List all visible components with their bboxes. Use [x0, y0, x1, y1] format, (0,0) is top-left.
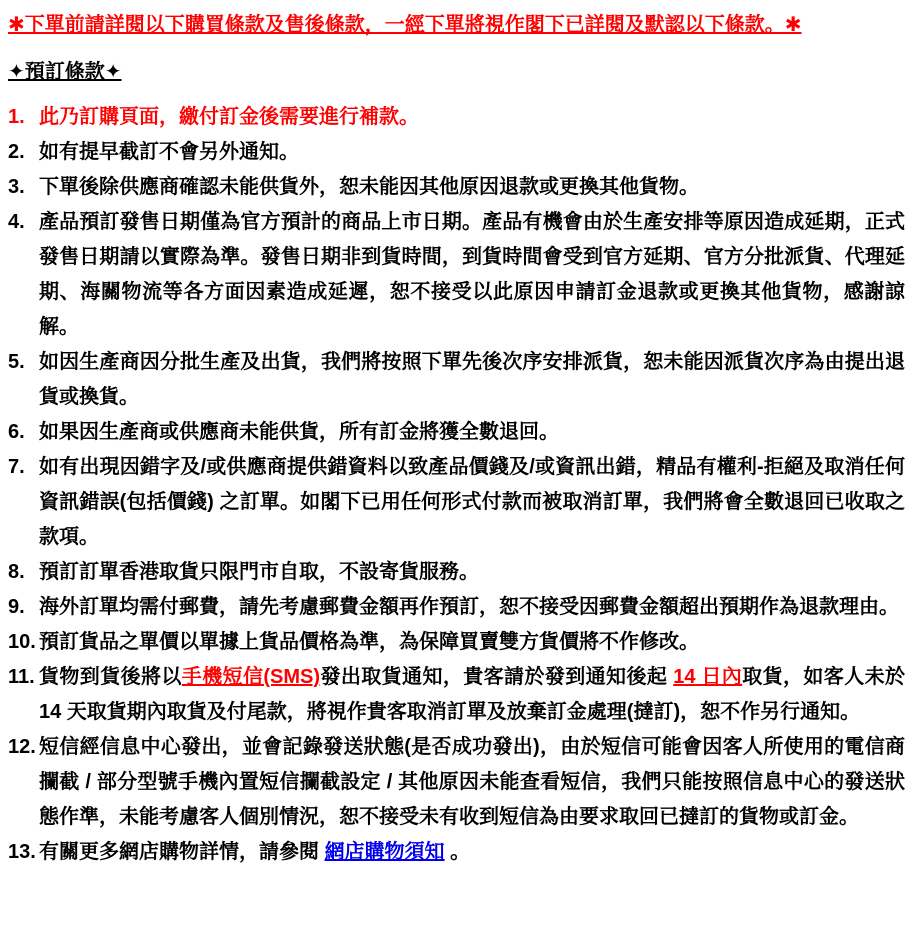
term-number: 9.	[8, 596, 25, 618]
term-number: 10.	[8, 631, 36, 653]
term-text-segment: 發出取貨通知，貴客請於發到通知後起	[320, 666, 674, 688]
term-number: 6.	[8, 421, 25, 443]
term-number: 5.	[8, 351, 25, 373]
term-number: 2.	[8, 141, 25, 163]
term-text: 下單後除供應商確認未能供貨外，恕未能因其他原因退款或更換其他貨物。	[39, 176, 699, 198]
term-text-segment: 取貨，如客人未於 14 天取貨期內取貨及付尾款，將視作貴客取消訂單及放棄訂金處理(撻訂)，恕不作另行通知。	[39, 666, 905, 723]
sms-notice-highlight: 手機短信(SMS)	[181, 666, 321, 688]
term-item-3	[8, 170, 905, 205]
term-number: 11.	[8, 666, 35, 688]
term-number: 7.	[8, 456, 25, 478]
term-text-segment: 貨物到貨後將以	[39, 666, 182, 688]
term-number: 13.	[8, 841, 36, 863]
pickup-deadline-highlight: 14 日內	[673, 666, 743, 688]
term-text: 如有出現因錯字及/或供應商提供錯資料以致產品價錢及/或資訊出錯，精品有權利-拒絕及取消任何資訊錯誤(包括價錢) 之訂單。如閣下已用任何形式付款而被取消訂單，我們將會全數退回已收取之款項。	[39, 456, 905, 548]
term-item-11	[8, 660, 905, 730]
term-text: 如果因生產商或供應商未能供貨，所有訂金將獲全數退回。	[39, 421, 559, 443]
shop-guide-link[interactable]: 網店購物須知	[324, 841, 445, 863]
term-number: 12.	[8, 736, 36, 758]
term-item-5	[8, 345, 905, 415]
term-item-10	[8, 625, 905, 660]
term-number: 3.	[8, 176, 25, 198]
section-title-preorder-terms: ✦預訂條款✦	[8, 61, 122, 83]
term-text-segment: 。	[444, 841, 471, 863]
term-text: 短信經信息中心發出，並會記錄發送狀態(是否成功發出)，由於短信可能會因客人所使用的電信商攔截 / 部分型號手機內置短信攔截設定 / 其他原因未能查看短信，我們只能按照信息中心的發送狀態作準，未能考慮客人個別情況，恕不接受未有收到短信為由要求取回已撻訂的貨物或訂金。	[39, 736, 905, 828]
term-item-7	[8, 450, 905, 555]
term-number: 4.	[8, 211, 25, 233]
term-item-12	[8, 730, 905, 835]
term-item-9	[8, 590, 905, 625]
term-number: 1.	[8, 106, 25, 128]
term-text	[39, 660, 905, 730]
term-item-1	[8, 100, 905, 135]
term-item-2	[8, 135, 905, 170]
term-item-13	[8, 835, 905, 870]
term-text: 如有提早截訂不會另外通知。	[39, 141, 299, 163]
term-text: 產品預訂發售日期僅為官方預計的商品上市日期。產品有機會由於生產安排等原因造成延期，正式發售日期請以實際為準。發售日期非到貨時間，到貨時間會受到官方延期、官方分批派貨、代理延期、海關物流等各方面因素造成延遲，恕不接受以此原因申請訂金退款或更換其他貨物，感謝諒解。	[39, 211, 905, 338]
term-text	[39, 835, 905, 870]
term-item-8	[8, 555, 905, 590]
term-text: 預訂訂單香港取貨只限門市自取，不設寄貨服務。	[39, 561, 479, 583]
term-text: 預訂貨品之單價以單據上貨品價格為準，為保障買賣雙方貨價將不作修改。	[39, 631, 699, 653]
term-item-6	[8, 415, 905, 450]
term-number: 8.	[8, 561, 25, 583]
term-text: 海外訂單均需付郵費，請先考慮郵費金額再作預訂，恕不接受因郵費金額超出預期作為退款理由。	[39, 596, 899, 618]
purchase-notice-title: ✱下單前請詳閱以下購買條款及售後條款，一經下單將視作閣下已詳閱及默認以下條款。✱	[8, 14, 802, 36]
term-item-4	[8, 205, 905, 345]
term-text: 如因生產商因分批生產及出貨，我們將按照下單先後次序安排派貨，恕未能因派貨次序為由提出退貨或換貨。	[39, 351, 905, 408]
term-text: 此乃訂購頁面，繳付訂金後需要進行補款。	[39, 106, 419, 128]
term-text-segment: 有關更多網店購物詳情，請參閱	[39, 841, 325, 863]
terms-list	[8, 100, 905, 870]
